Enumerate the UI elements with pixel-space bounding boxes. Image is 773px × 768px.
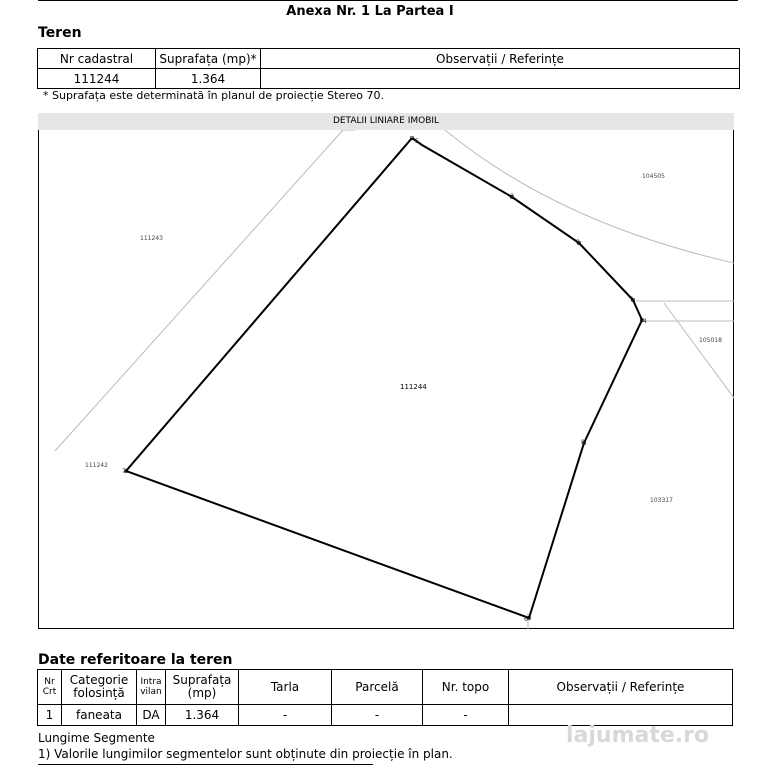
point-label: 4: [643, 318, 647, 325]
document-title: Anexa Nr. 1 La Partea I: [286, 4, 454, 19]
neighbor-number: 103317: [650, 497, 673, 504]
header-nr-cadastral: Nr cadastral: [38, 49, 156, 69]
point-label: 6: [524, 616, 528, 623]
cell-suprafata: 1.364: [166, 705, 239, 726]
header-categorie: Categorie folosință: [62, 670, 137, 705]
point-label: 5: [415, 138, 419, 145]
header-suprafata-mp: Suprafața (mp): [166, 670, 239, 705]
watermark: lajumate.ro: [566, 723, 710, 748]
cell-nr-topo: -: [423, 705, 509, 726]
neighbor-number: 104505: [642, 173, 665, 180]
lungime-heading: Lungime Segmente: [38, 731, 155, 745]
cell-categorie: faneata: [62, 705, 137, 726]
parcel-plan: [38, 113, 734, 629]
cell-nr-crt: 1: [38, 705, 62, 726]
top-rule: [38, 0, 738, 1]
header-observatii: Observații / Referințe: [509, 670, 733, 705]
header-observatii: Observații / Referințe: [261, 49, 740, 69]
date-heading: Date referitoare la teren: [38, 652, 233, 668]
header-tarla: Tarla: [239, 670, 332, 705]
cell-observatii: [261, 69, 740, 89]
header-intravilan: Intra vilan: [137, 670, 166, 705]
cell-intravilan: DA: [137, 705, 166, 726]
bottom-rule: [38, 764, 373, 765]
parcel-number: 111244: [400, 383, 427, 391]
header-nr-topo: Nr. topo: [423, 670, 509, 705]
header-parcela: Parcelă: [332, 670, 423, 705]
plan-header: DETALII LINIARE IMOBIL: [38, 113, 734, 130]
teren-table: [37, 48, 740, 89]
teren-heading: Teren: [38, 25, 82, 41]
point-label: 2: [510, 193, 514, 200]
cell-nr-cadastral: 111244: [38, 69, 156, 89]
projection-note: * Suprafața este determinată în planul de proiecție Stereo 70.: [43, 89, 385, 102]
cell-suprafata: 1.364: [156, 69, 261, 89]
cell-tarla: -: [239, 705, 332, 726]
point-label: 1: [630, 296, 634, 303]
lungime-note: 1) Valorile lungimilor segmentelor sunt obținute din proiecție în plan.: [38, 747, 453, 761]
header-suprafata: Suprafața (mp)*: [156, 49, 261, 69]
point-label: 3: [576, 239, 580, 246]
cell-parcela: -: [332, 705, 423, 726]
neighbor-number: 111242: [85, 462, 108, 469]
header-nr-crt: Nr Crt: [38, 670, 62, 705]
point-label: 8: [581, 439, 585, 446]
point-label: 7: [122, 468, 126, 475]
date-table: [37, 669, 733, 726]
neighbor-number: 111243: [140, 235, 163, 242]
neighbor-number: 105018: [699, 337, 722, 344]
